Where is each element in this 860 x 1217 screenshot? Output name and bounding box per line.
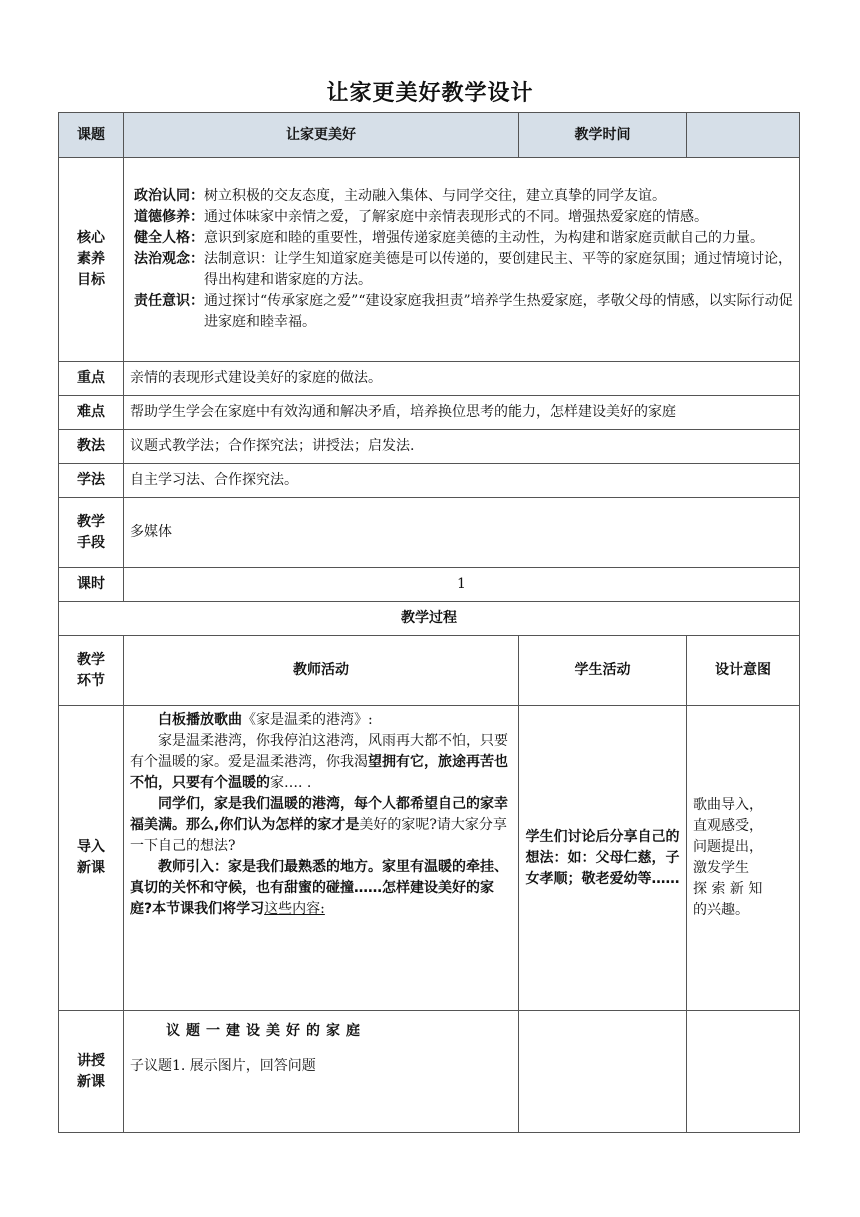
goal-law: 法治观念： 法制意识：让学生知道家庭美德是可以传递的，要创建民主、平等的家庭氛围；通过情境讨论，得出构建和谐家庭的方法。	[134, 251, 792, 288]
core-goals-row	[59, 158, 800, 362]
document-title: 让家更美好教学设计	[326, 81, 534, 106]
intro-question-paragraph: 同学们，家是我们温暖的港湾，每个人都希望自己的家幸福美满。那么,你们认为怎样的家才是美好的家呢?请大家分享一下自己的想法?	[130, 796, 508, 854]
goal-personality: 健全人格： 意识到家庭和睦的重要性，增强传递家庭美德的主动性，为构建和谐家庭贡献自己的力量。	[134, 230, 764, 246]
intent-column-header: 设计意图	[687, 636, 800, 706]
teacher-column-header: 教师活动	[124, 636, 519, 706]
stage-column-header: 教学 环节	[59, 636, 124, 706]
process-title-row	[59, 602, 800, 636]
core-goals-label: 核心 素养 目标	[59, 158, 124, 362]
goal-responsibility: 责任意识： 通过探讨“传承家庭之爱”“建设家庭我担责”培养学生热爱家庭，孝敬父母的情感，以实际行动促进家庭和睦幸福。	[134, 293, 793, 330]
header-row	[59, 113, 800, 158]
process-title: 教学过程	[59, 602, 800, 636]
means-value: 多媒体	[124, 498, 800, 568]
process-header-row	[59, 636, 800, 706]
lecture-topic-heading: 议题一建设美好的家庭	[166, 1023, 366, 1039]
key-point-label: 重点	[59, 362, 124, 396]
goal-political: 政治认同： 树立积极的交友态度，主动融入集体、与同学交往，建立真挚的同学友谊。	[134, 188, 666, 204]
intro-design-intent: 歌曲导入， 直观感受， 问题提出， 激发学生 探 索 新 知 的兴趣。	[687, 706, 800, 1011]
student-column-header: 学生活动	[519, 636, 687, 706]
topic-label: 课题	[59, 113, 124, 158]
learning-method-row	[59, 464, 800, 498]
teaching-method-value: 议题式教学法；合作探究法；讲授法；启发法.	[124, 430, 800, 464]
lecture-teacher-activity	[124, 1011, 519, 1133]
lesson-plan-table	[58, 112, 800, 1133]
goal-moral: 道德修养： 通过体味家中亲情之爱，了解家庭中亲情表现形式的不同。增强热爱家庭的情感。	[134, 209, 708, 225]
lecture-subtopic: 子议题1. 展示图片，回答问题	[130, 1058, 316, 1074]
learning-method-label: 学法	[59, 464, 124, 498]
difficulty-label: 难点	[59, 396, 124, 430]
key-point-row	[59, 362, 800, 396]
means-row	[59, 498, 800, 568]
intro-lyrics-paragraph: 家是温柔港湾，你我停泊这港湾，风雨再大都不怕，只要有个温暖的家。爱是温柔港湾，你我渴望拥有它，旅途再苦也不怕，只要有个温暖的家…. .	[130, 733, 508, 791]
core-goals-content	[124, 158, 800, 362]
intro-song-paragraph: 白板播放歌曲《家是温柔的港湾》:	[158, 712, 373, 728]
intro-teacher-activity	[124, 706, 519, 1011]
lecture-design-intent	[687, 1011, 800, 1133]
intro-row	[59, 706, 800, 1011]
difficulty-row	[59, 396, 800, 430]
teaching-method-label: 教法	[59, 430, 124, 464]
lecture-student-activity	[519, 1011, 687, 1133]
topic-value: 让家更美好	[124, 113, 519, 158]
key-point-value: 亲情的表现形式建设美好的家庭的做法。	[124, 362, 800, 396]
difficulty-value: 帮助学生学会在家庭中有效沟通和解决矛盾，培养换位思考的能力，怎样建设美好的家庭	[124, 396, 800, 430]
lecture-stage: 讲授 新课	[59, 1011, 124, 1133]
intro-stage: 导入 新课	[59, 706, 124, 1011]
hours-label: 课时	[59, 568, 124, 602]
intro-student-activity: 学生们讨论后分享自己的想法：如：父母仁慈，子女孝顺；敬老爱幼等……	[519, 706, 687, 1011]
hours-row	[59, 568, 800, 602]
intro-lead-paragraph: 教师引入：家是我们最熟悉的地方。家里有温暖的牵挂、真切的关怀和守候，也有甜蜜的碰撞……怎样建设美好的家庭?本节课我们将学习这些内容:	[130, 859, 508, 917]
learning-method-value: 自主学习法、合作探究法。	[124, 464, 800, 498]
hours-value: 1	[124, 568, 800, 602]
teaching-method-row	[59, 430, 800, 464]
means-label: 教学 手段	[59, 498, 124, 568]
time-label: 教学时间	[519, 113, 687, 158]
lecture-row	[59, 1011, 800, 1133]
time-value	[687, 113, 800, 158]
